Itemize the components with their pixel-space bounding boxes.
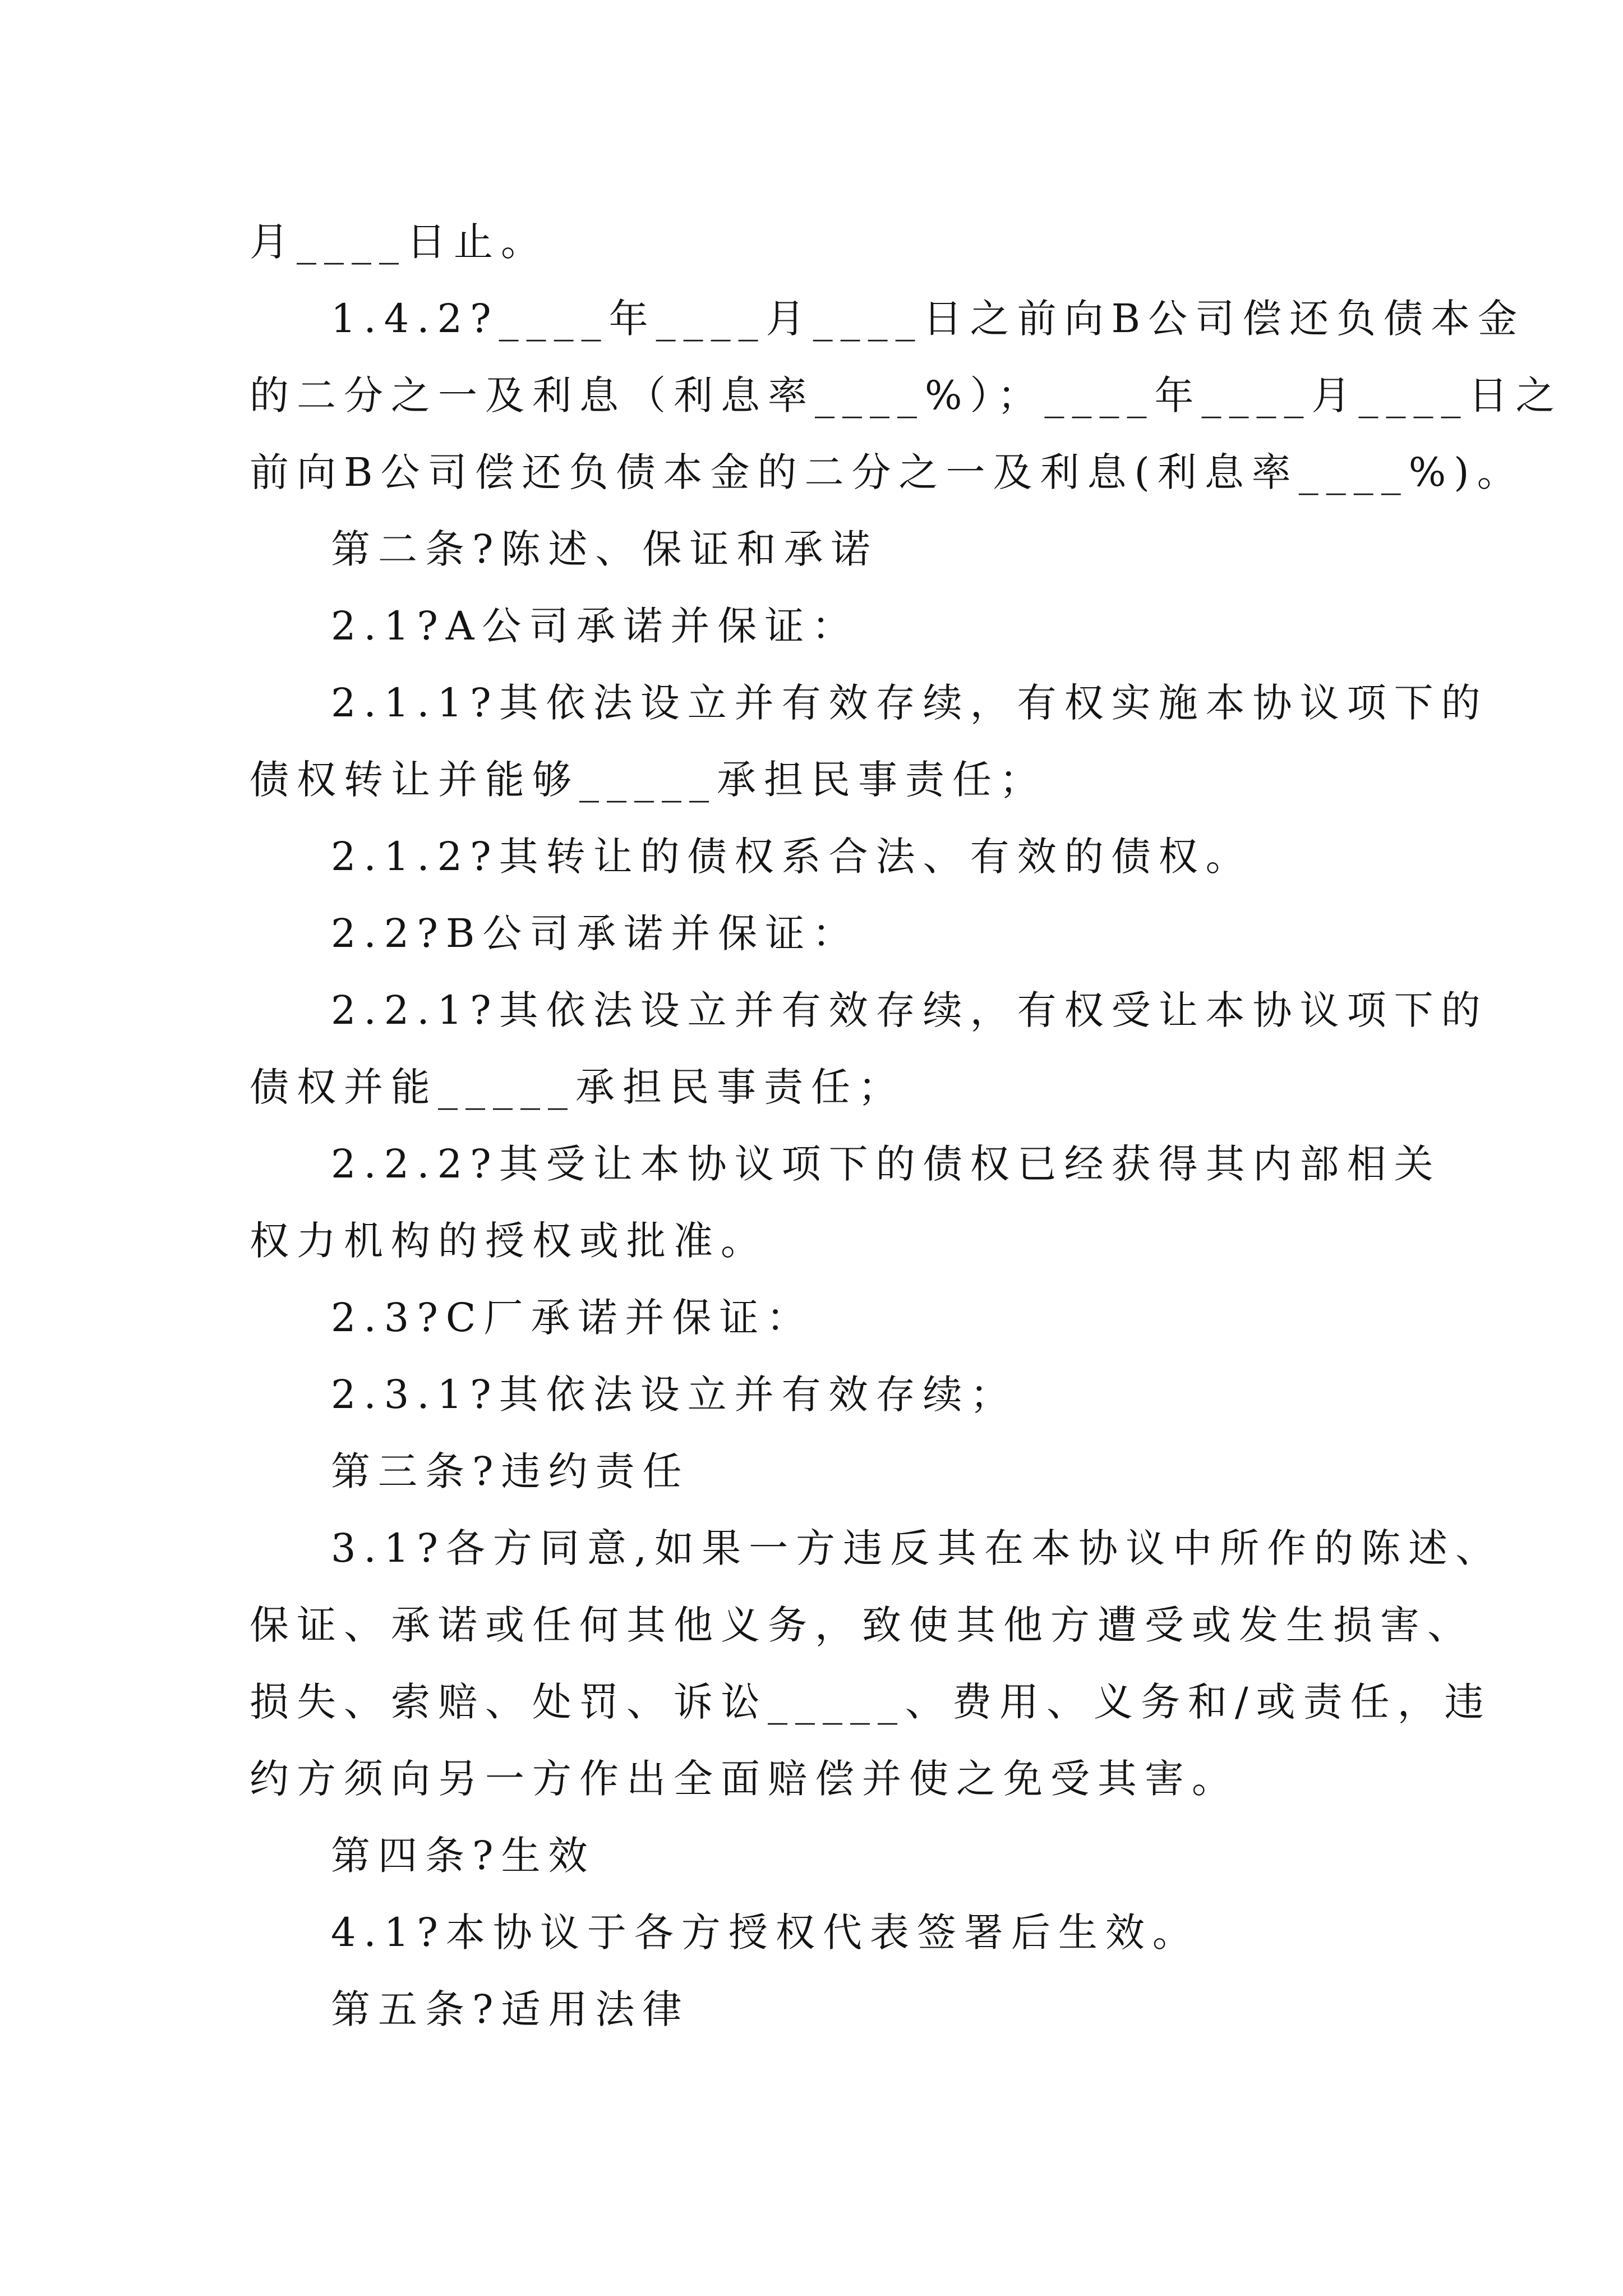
text-line-19: 保证、承诺或任何其他义务，致使其他方遭受或发生损害、 [250, 1602, 1474, 1648]
section-heading-5: 第五条?适用法律 [331, 1986, 690, 2032]
text-line-2: 1.4.2?____年____月____日之前向B公司偿还负债本金 [331, 296, 1525, 342]
text-line-14: 权力机构的授权或批准。 [250, 1218, 768, 1264]
text-line-13: 2.2.2?其受让本协议项下的债权已经获得其内部相关 [331, 1141, 1441, 1187]
text-line-1: 月____日止。 [250, 219, 548, 265]
section-heading-4: 第四条?生效 [331, 1833, 596, 1879]
text-line-3: 的二分之一及利息（利息率____%）；____年____月____日之 [250, 372, 1563, 418]
text-line-11: 2.2.1?其依法设立并有效存续，有权受让本协议项下的 [331, 987, 1488, 1033]
text-line-10: 2.2?B公司承诺并保证： [331, 910, 860, 956]
text-line-4: 前向B公司偿还负债本金的二分之一及利息(利息率____%)。 [250, 449, 1524, 495]
text-line-9: 2.1.2?其转让的债权系合法、有效的债权。 [331, 834, 1253, 880]
text-line-18: 3.1?各方同意,如果一方违反其在本协议中所作的陈述、 [331, 1525, 1503, 1571]
text-line-15: 2.3?C厂承诺并保证： [331, 1295, 814, 1341]
section-heading-3: 第三条?违约责任 [331, 1448, 690, 1494]
text-line-6: 2.1?A公司承诺并保证： [331, 603, 859, 649]
text-line-7: 2.1.1?其依法设立并有效存续，有权实施本协议项下的 [331, 680, 1488, 726]
text-line-20: 损失、索赔、处罚、诉讼_____、费用、义务和/或责任，违 [250, 1679, 1492, 1725]
section-heading-2: 第二条?陈述、保证和承诺 [331, 526, 878, 572]
text-line-16: 2.3.1?其依法设立并有效存续； [331, 1372, 1017, 1418]
text-line-23: 4.1?本协议于各方授权代表签署后生效。 [331, 1910, 1200, 1955]
text-line-8: 债权转让并能够_____承担民事责任； [250, 757, 1046, 803]
text-line-21: 约方须向另一方作出全面赔偿并使之免受其害。 [250, 1756, 1239, 1802]
text-line-12: 债权并能_____承担民事责任； [250, 1064, 905, 1110]
